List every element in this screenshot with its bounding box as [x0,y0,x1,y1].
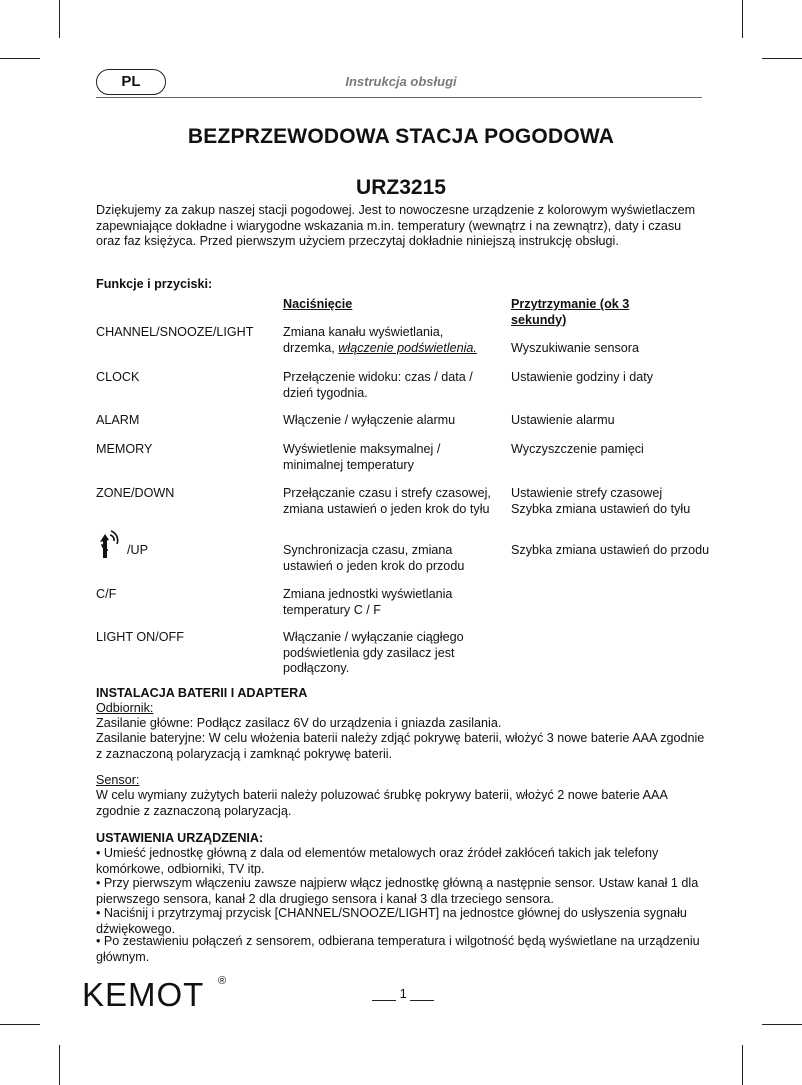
model-number: URZ3215 [356,176,446,199]
button-name: CLOCK [96,370,140,384]
functions-heading: Funkcje i przyciski: [96,277,213,291]
press-action: Zmiana jednostki wyświetlania temperatury C / F [283,587,453,617]
button-name: ALARM [96,413,140,427]
battery-heading: INSTALACJA BATERII I ADAPTERA [96,686,308,700]
crop-mark [762,1024,802,1025]
hold-action: Ustawienie godziny i daty [511,370,654,384]
crop-mark [762,58,802,59]
press-action: Przełączanie czasu i strefy czasowej, zmiana ustawień o jeden krok do tyłu [283,486,491,516]
button-name: /UP [127,543,148,557]
crop-mark [0,1024,40,1025]
press-action [283,325,498,356]
hold-action: Wyczyszczenie pamięci [511,442,644,456]
button-name: LIGHT ON/OFF [96,630,184,644]
press-action: Wyświetlenie maksymalnej / minimalnej temperatury [283,442,441,472]
sensor-label: Sensor: [96,773,140,787]
page-number [372,986,434,1001]
brand-logo: KEMOT [82,976,205,1013]
list-item: • Po zestawieniu połączeń z sensorem, odbierana temperatura i wilgotność będą wyświetlane na urządzeniu głównym. [96,934,700,964]
hold-action: Wyszukiwanie sensora [511,341,639,355]
crop-mark [59,0,60,38]
intro-paragraph: Dziękujemy za zakup naszej stacji pogodowej. Jest to nowoczesne urządzenie z kolorowym wyświetlaczem zapewniające dokładne i wiarygodne wskazania m.in. temperatury (wewnątrz i na zewnątrz), daty i czasu oraz faz księżyca. Przed pierwszym użyciem przeczytaj dokładnie niniejszą instrukcję obsługi. [96,203,696,248]
press-action: Włączenie / wyłączenie alarmu [283,413,456,427]
button-name: MEMORY [96,442,153,456]
page-number-value: 1 [399,986,407,1001]
button-name: ZONE/DOWN [96,486,175,500]
registered-mark: ® [218,975,227,987]
press-action-text: Zmiana kanału wyświetlania, drzemka, [283,325,444,355]
page-title: BEZPRZEWODOWA STACJA POGODOWA [187,125,615,148]
button-name: CHANNEL/SNOOZE/LIGHT [96,325,254,339]
press-action: Przełączenie widoku: czas / data / dzień tygodnia. [283,370,473,400]
list-item: • Naciśnij i przytrzymaj przycisk [CHANNEL/SNOOZE/LIGHT] na jednostce głównej do usłyszenia sygnału dźwiękowego. [96,906,687,936]
settings-heading: USTAWIENIA URZĄDZENIA: [96,831,264,845]
crop-mark [742,0,743,38]
hold-action: Szybka zmiana ustawień do przodu [511,543,710,557]
language-badge: PL [96,69,166,95]
press-action-highlight: włączenie podświetlenia. [338,340,477,355]
button-name: C/F [96,587,117,601]
header-title: Instrukcja obsługi [345,74,457,89]
column-header-hold: Przytrzymanie (ok 3 sekundy) [511,297,630,327]
receiver-battery-power: Zasilanie bateryjne: W celu włożenia baterii należy zdjąć pokrywę baterii, włożyć 3 nowe baterie AAA zgodnie z zaznaczoną polaryzacją i zamknąć pokrywę baterii. [96,731,705,761]
crop-mark [0,58,40,59]
list-item: • Umieść jednostkę główną z dala od elementów metalowych oraz źródeł zakłóceń takich jak telefony komórkowe, odbiorniki, TV itp. [96,846,659,876]
hold-action: Ustawienie alarmu [511,413,615,427]
button-name-with-icon [96,530,276,560]
sensor-text: W celu wymiany zużytych baterii należy poluzować śrubkę pokrywy baterii, włożyć 2 nowe baterie AAA zgodnie z zaznaczoną polaryzacją. [96,788,668,818]
hold-action: Ustawienie strefy czasowej Szybka zmiana ustawień do tyłu [511,486,691,516]
receiver-main-power: Zasilanie główne: Podłącz zasilacz 6V do urządzenia i gniazda zasilania. [96,716,502,730]
receiver-label: Odbiornik: [96,701,154,715]
header-divider [96,97,702,98]
crop-mark [59,1045,60,1085]
press-action: Synchronizacja czasu, zmiana ustawień o jeden krok do przodu [283,543,465,573]
radio-tower-icon [96,530,122,560]
list-item: • Przy pierwszym włączeniu zawsze najpierw włącz jednostkę główną a następnie sensor. Ustaw kanał 1 dla pierwszego sensora, kanał 2 dla drugiego sensora i kanał 3 dla trzeciego sensora. [96,876,699,906]
column-header-press: Naciśnięcie [283,297,353,311]
press-action: Włączanie / wyłączanie ciągłego podświetlenia gdy zasilacz jest podłączony. [283,630,464,675]
crop-mark [742,1045,743,1085]
